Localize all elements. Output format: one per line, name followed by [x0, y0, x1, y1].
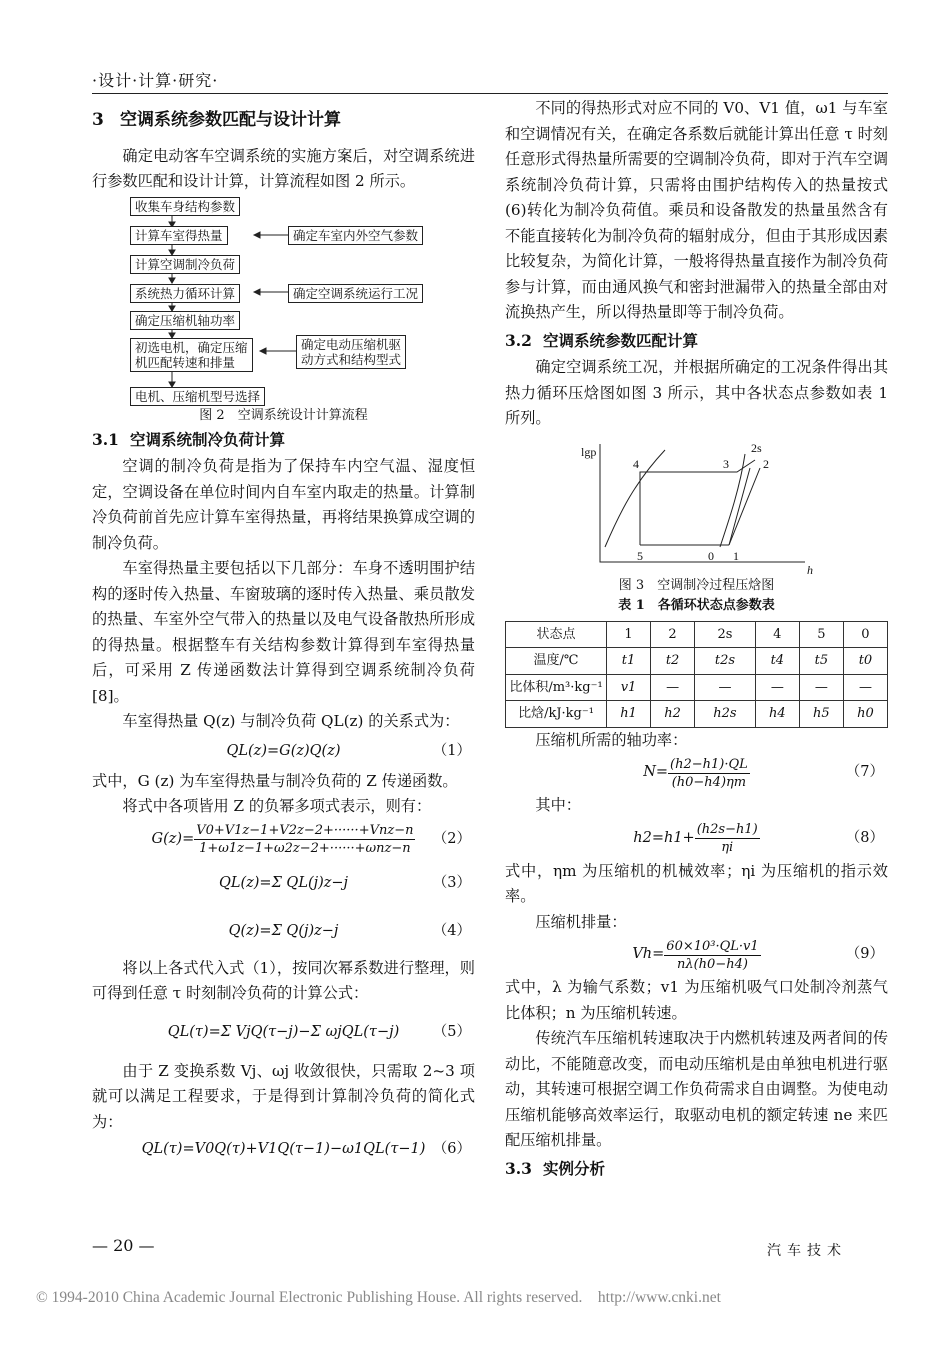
equation-8: h2=h1+ $\frac{(h2s-h1)}{\eta i}$ （8）: [633, 822, 884, 855]
ph-point-5: 5: [637, 548, 643, 563]
equation-1: QL(z)=G(z)Q(z) （1）: [226, 742, 471, 759]
table-state-points: [505, 621, 888, 728]
ph-diagram-svg: [505, 432, 888, 577]
flow-box-motor-selection: 初选电机，确定压缩 机匹配转速和排量: [130, 338, 253, 372]
page-number: — 20 —: [92, 1236, 155, 1255]
intro-paragraph: 确定电动客车空调系统的实施方案后，对空调系统进行参数匹配和设计计算，计算流程如图 2 所示。: [92, 146, 475, 190]
flow-side-air-params: 确定车室内外空气参数: [288, 226, 423, 245]
paragraph-cooling-load-definition: 空调的制冷负荷是指为了保持车内空气温、湿度恒定，空调设备在单位时间内自车室内取走的热量。计算制冷负荷前首先应计算车室得热量，再将结果换算成空调的制冷负荷。: [92, 457, 475, 552]
paragraph-shaft-power: 压缩机所需的轴功率：: [535, 730, 688, 749]
equation-4: Q(z)=Σ Q(j)z−j （4）: [228, 922, 471, 939]
header-rule: [92, 93, 888, 94]
paragraph-efficiency: 式中，ηm 为压缩机的机械效率；ηi 为压缩机的指示效率。: [505, 861, 888, 905]
ph-point-1: 1: [733, 548, 739, 563]
section-3-2-heading: 3.2 空调系统参数匹配计算: [505, 330, 699, 350]
flow-side-operating-conditions: 确定空调系统运行工况: [288, 284, 423, 303]
ph-ylabel: lgp: [581, 444, 597, 459]
journal-name: 汽车技术: [767, 1243, 847, 1259]
equation-3: QL(z)=Σ QL(j)z−j （3）: [218, 874, 471, 891]
figure-2-caption: 图 2 空调系统设计计算流程: [199, 407, 368, 423]
paragraph-heat-gain-components: 车室得热量主要包括以下几部分：车身不透明围护结构的逐时传入热量、车窗玻璃的逐时传入热量、乘员散发的热量、车室外空气带入的热量以及电气设备散热所形成的得热量。根据整车有关结构参数计算得到车室得热量后，可采用 Z 传递函数法计算得到空调系统制冷负荷[8]。: [92, 559, 475, 705]
flow-box-thermal-cycle: 系统热力循环计算: [130, 284, 240, 303]
ph-point-4: 4: [633, 456, 639, 471]
equation-6: QL(τ)=V0Q(τ)+V1Q(τ−1)−ω1QL(τ−1) （6）: [141, 1141, 471, 1158]
paragraph-displacement: 压缩机排量：: [535, 912, 627, 931]
flowchart: [92, 195, 475, 407]
section-3-3-heading: 3.3 实例分析: [505, 1158, 606, 1178]
left-column: [92, 104, 475, 1165]
ph-point-3: 3: [723, 456, 729, 471]
right-column: [505, 96, 888, 1183]
flow-box-cooling-load: 计算空调制冷负荷: [130, 255, 240, 274]
ph-xlabel: h: [807, 562, 813, 577]
ph-point-2: 2: [763, 456, 769, 471]
ph-point-2s: 2s: [751, 440, 762, 455]
flow-side-drive-mode: 确定电动压缩机驱 动方式和结构型式: [296, 335, 406, 369]
table-1-caption: 表 1 各循环状态点参数表: [618, 597, 775, 613]
table-row: 比焓/kJ·kg⁻¹ h1 h2 h2s h4 h5 h0: [506, 701, 888, 728]
paragraph-where: 其中：: [535, 796, 581, 814]
figure-3-ph-diagram: [505, 432, 888, 577]
section-3-heading: 3 空调系统参数匹配与设计计算: [92, 110, 341, 130]
paragraph-eq1-explanation: 式中，G (z) 为车室得热量与制冷负荷的 Z 传递函数。: [92, 771, 458, 790]
equation-5: QL(τ)=Σ VjQ(τ−j)−Σ ωjQL(τ−j) （5）: [167, 1023, 471, 1040]
equation-7: N= $\frac{(h2-h1)\cdot QL}{(h0-h4)\eta m}$ （7）: [643, 756, 884, 790]
flow-box-shaft-power: 确定压缩机轴功率: [130, 311, 240, 330]
flow-box-model-selection: 电机、压缩机型号选择: [130, 387, 265, 406]
running-header: ·设计·计算·研究·: [92, 71, 219, 90]
paragraph-eq9-explanation: 式中，λ 为输气系数；v1 为压缩机吸气口处制冷剂蒸气比体积；n 为压缩机转速。: [505, 978, 888, 1022]
table-row: 比体积/m³·kg⁻¹ v1 — — — — —: [506, 674, 888, 701]
table-row: 温度/℃ t1 t2 t2s t4 t5 t0: [506, 648, 888, 675]
ph-point-0: 0: [708, 548, 714, 563]
paragraph-system-conditions: 确定空调系统工况，并根据所确定的工况条件得出其热力循环压焓图如图 3 所示，其中各状态点参数如表 1 所列。: [505, 358, 888, 427]
figure-3-caption: 图 3 空调制冷过程压焓图: [618, 577, 775, 593]
paragraph-motor-speed: 传统汽车压缩机转速取决于内燃机转速及两者间的传动比，不能随意改变，而电动压缩机是由单独电机进行驱动，其转速可根据空调工作负荷需求自由调整。为使电动压缩机能够高效率运行，取驱动电机的额定转速 ne 来匹配压缩机排量。: [505, 1029, 888, 1149]
paragraph-polynomial-intro: 将式中各项皆用 Z 的负幂多项式表示，则有：: [122, 797, 432, 815]
table-header-row: 状态点 1 2 2s 4 5 0: [506, 621, 888, 648]
paragraph-relation-intro: 车室得热量 Q(z) 与制冷负荷 QL(z) 的关系式为：: [122, 712, 460, 730]
paragraph-substitution: 将以上各式代入式（1），按同次幂系数进行整理，则可得到任意 τ 时刻制冷负荷的计算公式：: [92, 958, 475, 1002]
paragraph-simplification: 由于 Z 变换系数 Vj、ωj 收敛很快，只需取 2~3 项就可以满足工程要求，于是得到计算制冷负荷的简化式为：: [92, 1061, 475, 1131]
flow-box-heat-gain: 计算车室得热量: [130, 226, 228, 245]
equation-9: Vh= $\frac{\text{60×10³·QL·v1}}{n\lambda(h0-h4)}$ （9）: [632, 938, 884, 972]
flow-box-collect-structure: 收集车身结构参数: [130, 197, 240, 216]
paragraph-load-coefficients: 不同的得热形式对应不同的 V0、V1 值，ω1 与车室和空调情况有关，在确定各系数后就能计算出任意 τ 时刻任意形式得热量所需要的空调制冷负荷，即对于汽车空调系统制冷负荷计算，只需将由围护结构传入的热量按式(6)转化为制冷负荷值。乘员和设备散发的热量虽然含有不能直接转化为制冷负荷的辐射成分，但由于其形成因素比较复杂，为简化计算，一般将得热量直接作为制冷负荷参与计算，而由通风换气和密封泄漏带入的热量全部由对流换热产生，所以得热量即等于制冷负荷。: [505, 99, 888, 321]
copyright-line: © 1994-2010 China Academic Journal Electronic Publishing House. All rights reserved. http://www.cnki.net: [36, 1289, 721, 1306]
section-3-1-heading: 3.1 空调系统制冷负荷计算: [92, 429, 286, 449]
equation-2: G(z)= $\frac{\text{V0+V1z−1+V2z−2+······+Vnz−n}}{\text{1+ω1z−1+ω2z−2+······+ωnz−n}}$ （2）: [151, 823, 471, 856]
